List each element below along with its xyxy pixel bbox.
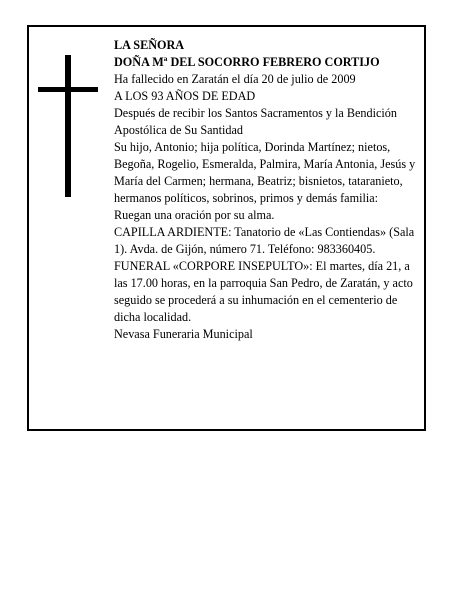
age-line: A LOS 93 AÑOS DE EDAD — [114, 89, 256, 103]
deceased-name: DOÑA Mª DEL SOCORRO FEBRERO CORTIJO — [114, 55, 380, 69]
death-line: Ha fallecido en Zaratán el día 20 de julio de 2009 — [114, 72, 356, 86]
family-text: Su hijo, Antonio; hija política, Dorinda Martínez; nietos, Begoña, Rogelio, Esmeralda, Palmira, María Antonia, Jesús y María del Carmen; hermana, Beatriz; bisnietos, tataranieto, hermanos políticos, sobrinos, primos y demás familia: — [114, 140, 416, 205]
chapel-text: CAPILLA ARDIENTE: Tanatorio de «Las Contiendas» (Sala 1). Avda. de Gijón, número 71. Teléfono: 983360405. — [114, 225, 415, 256]
funeral-home: Nevasa Funeraria Municipal — [114, 327, 253, 341]
notice-title: LA SEÑORA — [114, 38, 185, 52]
prayer-text: Ruegan una oración por su alma. — [114, 208, 275, 222]
sacraments-text: Después de recibir los Santos Sacramentos y la Bendición Apostólica de Su Santidad — [114, 106, 397, 137]
cross-horizontal-bar — [38, 87, 98, 92]
cross-icon — [38, 55, 98, 197]
obituary-text — [114, 37, 419, 343]
cross-vertical-bar — [65, 55, 71, 197]
funeral-text: FUNERAL «CORPORE INSEPULTO»: El martes, día 21, a las 17.00 horas, en la parroquia San Pedro, de Zaratán, y acto seguido se procederá a su inhumación en el cementerio de dicha localidad. — [114, 259, 413, 324]
